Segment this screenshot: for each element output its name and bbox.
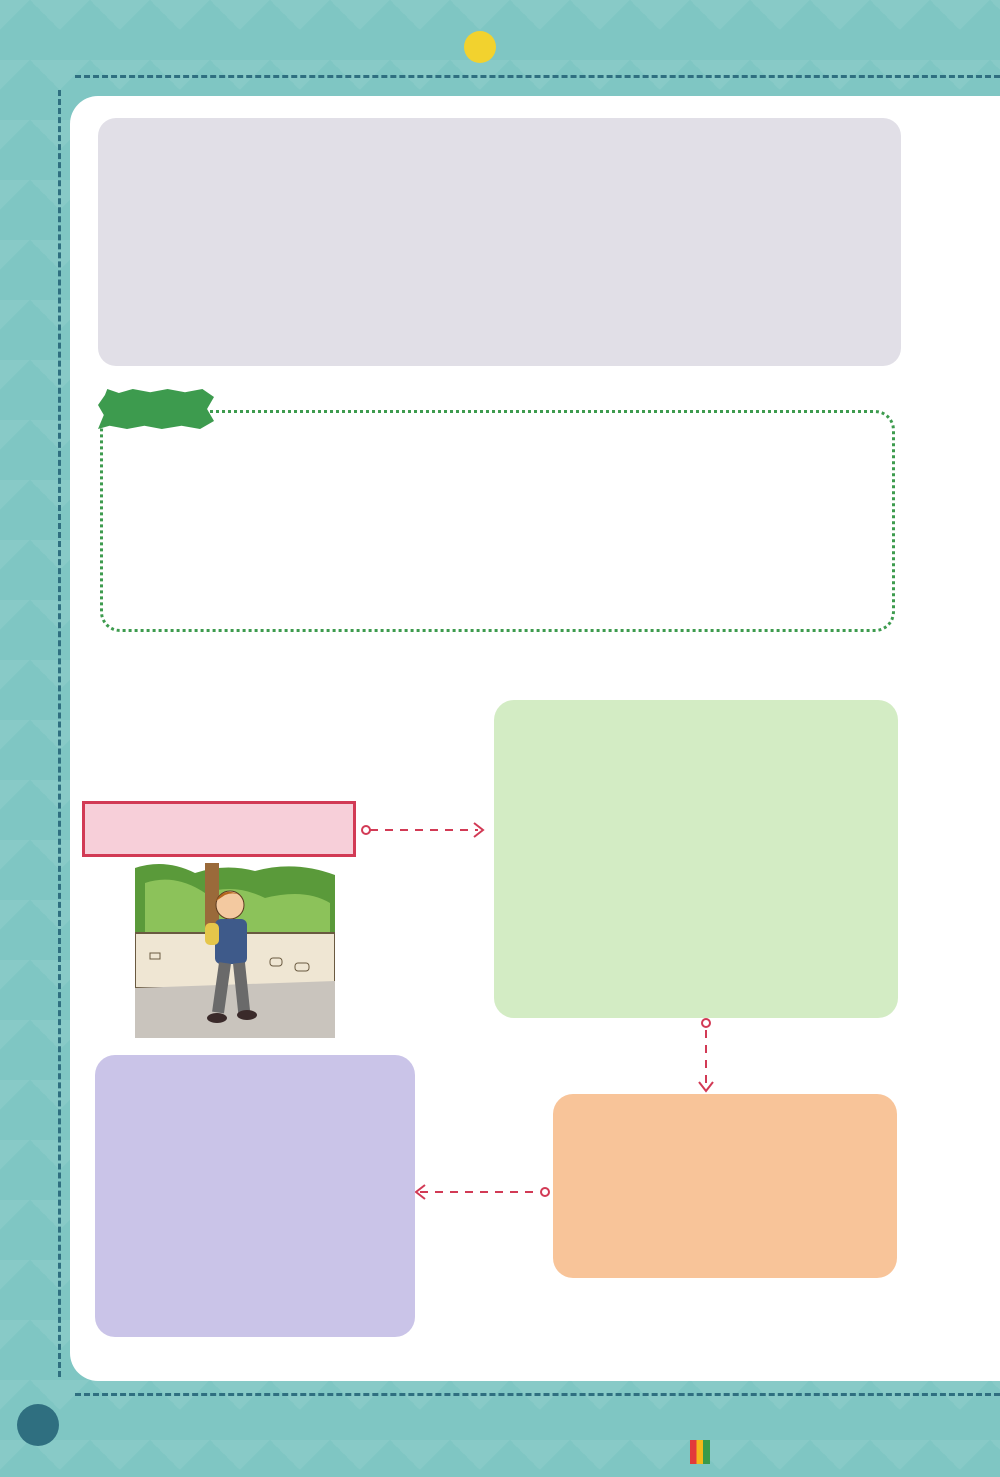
uses-box	[494, 700, 898, 1018]
boy-walking-illustration	[135, 863, 335, 1038]
signal-words-box	[95, 1055, 415, 1337]
tense-label	[82, 801, 356, 857]
page-number	[17, 1404, 59, 1446]
liveworksheets-brand[interactable]	[690, 1436, 712, 1469]
brand-logo-icon	[690, 1440, 710, 1464]
forms-box	[553, 1094, 897, 1278]
